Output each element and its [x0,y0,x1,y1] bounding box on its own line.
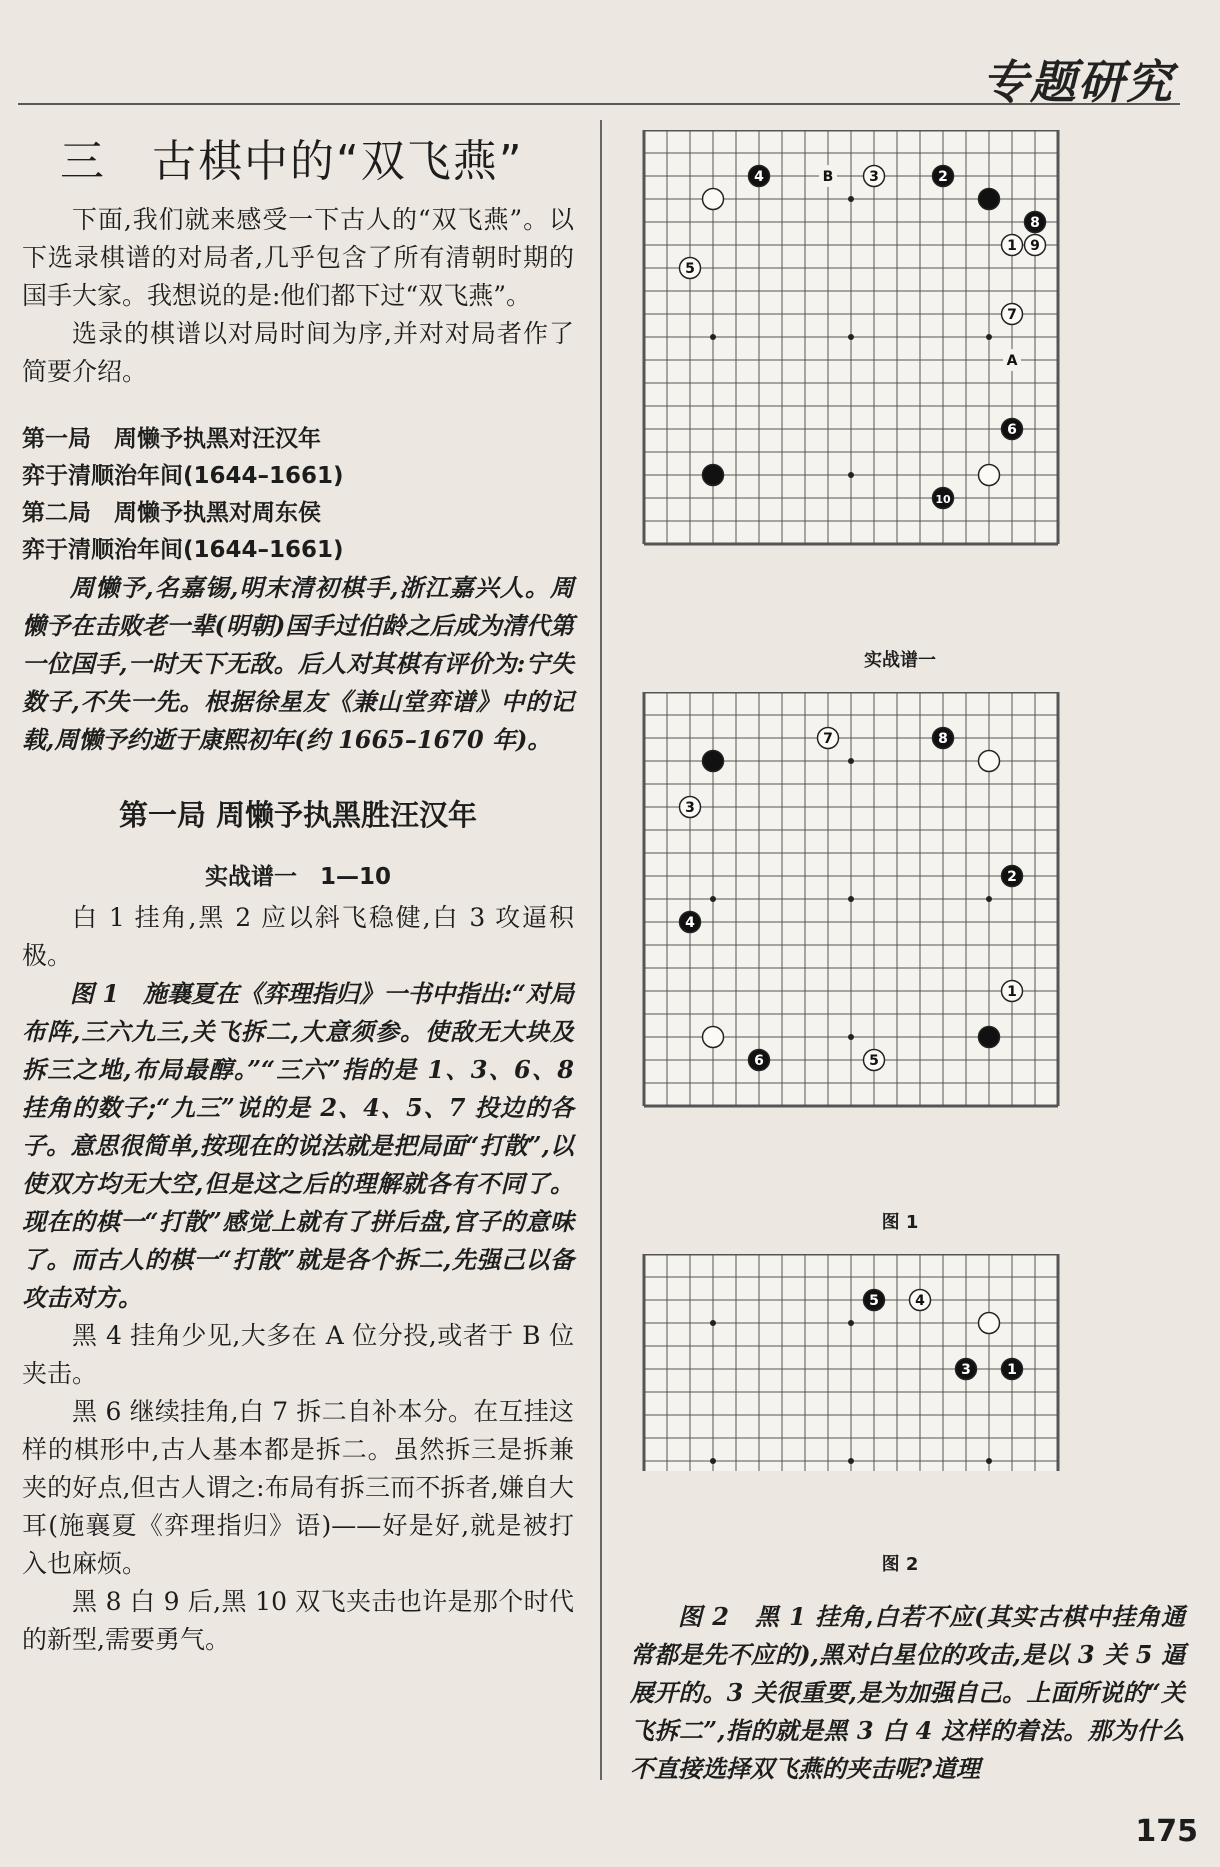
intro-paragraph: 选录的棋谱以对局时间为序,并对对局者作了简要介绍。 [22,319,574,386]
intro-paragraph: 下面,我们就来感受一下古人的“双飞燕”。以下选录棋谱的对局者,几乎包含了所有清朝时期的国手大家。我想说的是:他们都下过“双飞燕”。 [22,205,574,310]
diagram-caption: 图 2 [881,1554,919,1575]
star-point [710,1458,716,1464]
black-stone [956,1359,977,1380]
star-point [848,1320,854,1326]
game-listing: 第二局 周懒予执黑对周东侯 [22,500,321,526]
star-point [848,758,854,764]
black-stone [749,1050,770,1071]
black-stone [1002,419,1023,440]
svg-text:1: 1 [1007,984,1017,1000]
white-stone [979,465,1000,486]
white-stone [703,1027,724,1048]
commentary-paragraph: 图 1 施襄夏在《弈理指归》一书中指出:“对局布阵,三六九三,关飞拆二,大意须参。使敌无大块及拆三之地,布局最醇。”“三六”指的是 1、3、6、8 挂角的数子;“九三”说的是 2、4、5、7 投边的各子。意思很简单,按现在的说法就是把局面“打散”,以使双方均无大空,但是这之后的理解就各有不同了。现在的棋一“打散”感觉上就有了拼后盘,官子的意味了。而古人的棋一“打散”就是各个拆二,先强己以备攻击对方。 [22,979,574,1312]
board-label [819,165,837,187]
svg-text:4: 4 [685,915,695,931]
white-stone [680,797,701,818]
game-listing: 弈于清顺治年间(1644–1661) [22,537,344,563]
svg-text:1: 1 [1007,238,1017,254]
svg-text:A: A [1006,353,1018,369]
game-listing: 弈于清顺治年间(1644–1661) [22,463,344,489]
go-board [630,130,1150,640]
svg-text:B: B [822,169,834,185]
svg-text:2: 2 [1007,869,1017,885]
header-rule [18,103,1180,105]
column-divider [600,120,602,1780]
star-point [848,472,854,478]
svg-text:3: 3 [961,1362,971,1378]
black-stone [749,166,770,187]
star-point [848,896,854,902]
svg-text:7: 7 [823,731,833,747]
star-point [986,1458,992,1464]
diagram-caption: 实战谱一 [864,650,936,671]
star-point [848,196,854,202]
black-stone [864,1290,885,1311]
svg-text:6: 6 [1007,422,1017,438]
svg-text:8: 8 [938,731,948,747]
svg-text:5: 5 [685,261,695,277]
white-stone [1025,235,1046,256]
svg-text:10: 10 [935,493,951,506]
black-stone [979,1027,1000,1048]
black-stone [703,751,724,772]
black-stone [933,728,954,749]
white-stone [979,1313,1000,1334]
star-point [710,1320,716,1326]
black-stone [1002,1359,1023,1380]
game-heading: 第一局 周懒予执黑胜汪汉年 [118,798,478,832]
svg-text:3: 3 [869,169,879,185]
black-stone [933,488,954,509]
white-stone [1002,235,1023,256]
page-number: 175 [1135,1814,1198,1849]
white-stone [1002,304,1023,325]
go-diagram [630,130,1190,672]
black-stone [933,166,954,187]
white-stone [1002,981,1023,1002]
white-stone [680,258,701,279]
black-stone [979,189,1000,210]
svg-text:2: 2 [938,169,948,185]
svg-text:4: 4 [754,169,764,185]
svg-text:8: 8 [1030,215,1040,231]
go-diagram [630,692,1190,1234]
commentary-paragraph: 白 1 挂角,黑 2 应以斜飞稳健,白 3 攻逼积极。 [22,903,574,970]
star-point [710,896,716,902]
svg-text:1: 1 [1007,1362,1017,1378]
go-board [630,1254,1150,1544]
commentary-paragraph: 黑 6 继续挂角,白 7 拆二自补本分。在互挂这样的棋形中,古人基本都是拆二。虽然拆三是拆兼夹的好点,但古人谓之:布局有拆三而不拆者,嫌自大耳(施襄夏《弈理指归》语)——好是好,就是被打入也麻烦。 [22,1397,574,1578]
svg-text:5: 5 [869,1053,879,1069]
white-stone [910,1290,931,1311]
svg-text:5: 5 [869,1293,879,1309]
black-stone [1002,866,1023,887]
running-header: 专题研究 [982,55,1174,109]
star-point [986,896,992,902]
player-bio: 周懒予,名嘉锡,明末清初棋手,浙江嘉兴人。周懒予在击败老一辈(明朝)国手过伯龄之后成为清代第一位国手,一时天下无敌。后人对其棋有评价为:宁失数子,不失一先。根据徐星友《兼山堂弈谱》中的记载,周懒予约逝于康熙初年(约 1665–1670 年)。 [22,573,574,754]
black-stone [703,465,724,486]
black-stone [1025,212,1046,233]
figure2-commentary: 图 2 黑 1 挂角,白若不应(其实古棋中挂角通常都是先不应的),黑对白星位的攻击,是以 3 关 5 逼展开的。3 关很重要,是为加强自己。上面所说的“关飞拆二”,指的就是黑 3 白 4 这样的着法。那为什么不直接选择双飞燕的夹击呢?道理 [630,1602,1185,1783]
go-board [630,692,1150,1202]
svg-text:9: 9 [1030,238,1040,254]
svg-text:6: 6 [754,1053,764,1069]
white-stone [979,751,1000,772]
star-point [848,1034,854,1040]
svg-text:4: 4 [915,1293,925,1309]
section-title: 三 古棋中的“双飞燕” [60,136,524,187]
svg-text:3: 3 [685,800,695,816]
game-listing: 第一局 周懒予执黑对汪汉年 [22,426,321,452]
right-column [630,130,1190,1576]
svg-text:7: 7 [1007,307,1017,323]
white-stone [818,728,839,749]
diagram-heading: 实战谱一 1—10 [204,864,391,890]
white-stone [864,166,885,187]
white-stone [703,189,724,210]
right-paragraph-block [630,1598,1185,1788]
star-point [848,1458,854,1464]
star-point [986,334,992,340]
commentary-paragraph: 黑 4 挂角少见,大多在 A 位分投,或者于 B 位夹击。 [22,1321,574,1388]
star-point [710,334,716,340]
left-column [22,125,574,1659]
white-stone [864,1050,885,1071]
diagram-caption: 图 1 [881,1212,919,1233]
commentary-paragraph: 黑 8 白 9 后,黑 10 双飞夹击也许是那个时代的新型,需要勇气。 [22,1587,574,1654]
board-label [1003,349,1021,371]
black-stone [680,912,701,933]
star-point [848,334,854,340]
go-diagram [630,1254,1190,1576]
